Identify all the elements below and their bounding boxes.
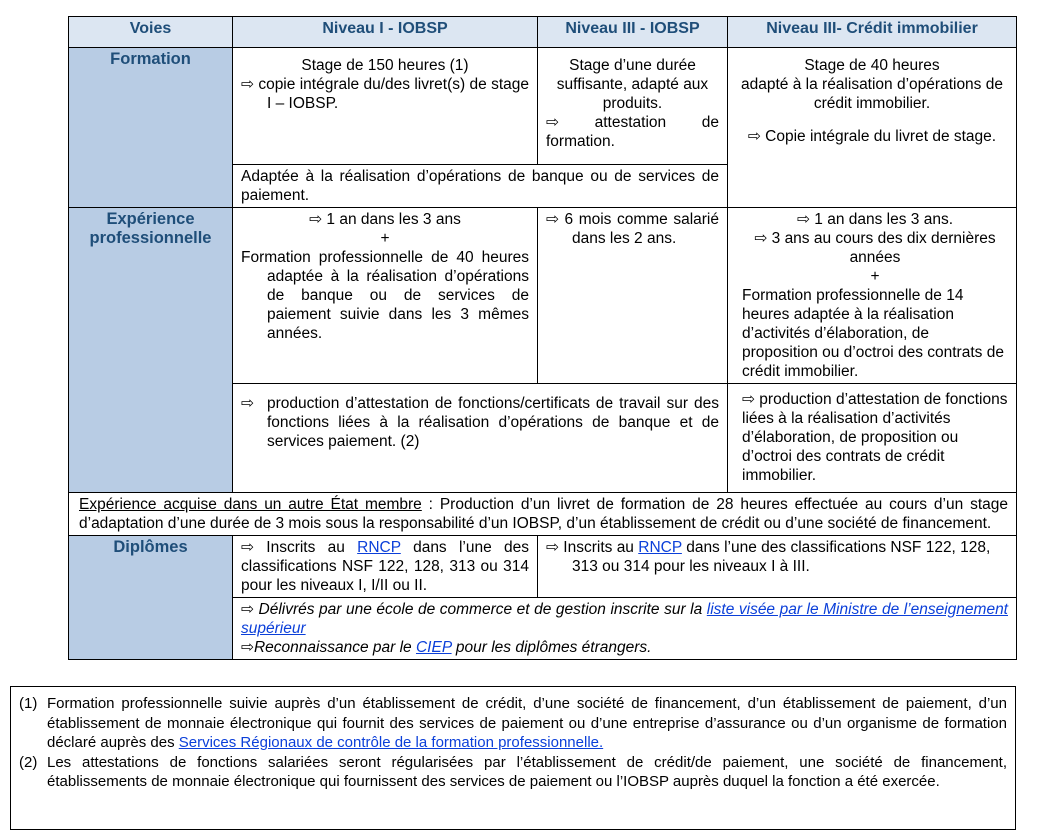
arrow-icon: ⇨	[241, 395, 254, 412]
experience-niveau-1-plus: +	[380, 230, 390, 247]
formation-credit-immobilier-cell	[728, 48, 1017, 208]
rncp-link[interactable]: RNCP	[357, 539, 401, 556]
requirements-table	[68, 16, 1017, 660]
header-niveau-1-iobsp: Niveau I - IOBSP	[233, 17, 538, 48]
formation-row	[69, 48, 1017, 165]
etat-membre-cell	[69, 493, 1017, 536]
experience-row	[69, 208, 1017, 384]
formation-ci-livret: ⇨ Copie intégrale du livret de stage.	[747, 128, 997, 145]
experience-niveau-3-cell	[538, 208, 728, 384]
experience-ci-attestation: ⇨ production d’attestation de fonctions liées à la réalisation d’activités d’élaboration, de proposition ou d’octroi des contrats de crédit immobilier.	[742, 391, 1008, 484]
experience-ci-duree-1: ⇨ 1 an dans les 3 ans.	[796, 211, 954, 228]
experience-ci-attestation-cell	[728, 384, 1017, 493]
diplomes-label: Diplômes	[69, 536, 233, 660]
experience-ci-plus: +	[870, 268, 880, 285]
formation-niveau-3-stage: Stage d’une durée suffisante, adapté aux produits.	[556, 57, 709, 112]
diplomes-niveau-3-cell	[538, 536, 1017, 598]
experience-attestation-text: production d’attestation de fonctions/certificats de travail sur des fonctions liées à la réalisation d’opérations de banque et de services paiement. (2)	[267, 395, 719, 450]
header-niveau-3-credit-immobilier: Niveau III- Crédit immobilier	[728, 17, 1017, 48]
etat-membre-row	[69, 493, 1017, 536]
experience-credit-immobilier-cell	[728, 208, 1017, 384]
experience-attestation-cell	[233, 384, 728, 493]
formation-niveau-3-cell	[538, 48, 728, 165]
experience-niveau-3-duree: ⇨ 6 mois comme salarié dans les 2 ans.	[546, 211, 719, 247]
footnote-2-text: Les attestations de fonctions salariées seront régularisées par l’établissement de crédit/de paiement, une société de financement, établissements de monnaie électronique qui fournissent des services de paiement ou l’IOBSP auprès duquel la fonction a été exercée.	[47, 753, 1007, 790]
formation-label: Formation	[69, 48, 233, 208]
diplomes-niveau-1-cell	[233, 536, 538, 598]
diplomes-niveau-3-pre: ⇨ Inscrits au	[546, 539, 639, 556]
footnote-2	[19, 753, 1007, 792]
experience-niveau-1-duree: ⇨ 1 an dans les 3 ans	[309, 211, 461, 228]
services-regionaux-link[interactable]: Services Régionaux de contrôle de la formation professionnelle.	[178, 734, 604, 751]
footnote-2-number: (2)	[19, 753, 38, 771]
formation-niveau-1-cell	[233, 48, 538, 165]
diplomes-row	[69, 536, 1017, 598]
diplomes-reconnaissance-text: ⇨Reconnaissance par le	[241, 639, 416, 656]
experience-ci-duree-2: ⇨ 3 ans au cours des dix dernières années	[754, 230, 996, 266]
diplomes-shared-cell	[233, 598, 1017, 660]
diplomes-niveau-1-pre: ⇨ Inscrits au	[241, 539, 358, 556]
footnotes-box	[10, 686, 1016, 830]
liste-ministre-link[interactable]: liste visée par le Ministre de l’enseignement supérieur	[241, 601, 1008, 637]
diplomes-delivres-text: ⇨ Délivrés par une école de commerce et de gestion inscrite sur la	[241, 601, 707, 618]
experience-niveau-1-formation: Formation professionnelle de 40 heures adaptée à la réalisation d’opérations de banque ou de services de paiement suivie dans les 3 mêmes années.	[241, 249, 529, 342]
etat-membre-text: : Production d’un livret de formation de 28 heures effectuée au cours d’un stage d’adaptation d’une durée de 3 mois sous la responsabilité d’un IOBSP, d’un établissement de crédit ou d’une société de financement.	[79, 496, 1008, 532]
footnote-1-number: (1)	[19, 695, 38, 712]
experience-ci-formation: Formation professionnelle de 14 heures adaptée à la réalisation d’activités d’élaboration, de proposition ou d’octroi des contrats de crédit immobilier.	[742, 287, 1004, 380]
rncp-link-2[interactable]: RNCP	[638, 539, 682, 556]
footnote-1	[19, 694, 1007, 753]
header-niveau-3-iobsp: Niveau III - IOBSP	[538, 17, 728, 48]
formation-shared-cell: Adaptée à la réalisation d’opérations de banque ou de services de paiement.	[233, 165, 728, 208]
header-row	[69, 17, 1017, 48]
diplomes-niveau-3-post: dans l’une des classifications NSF 122, 128, 313 ou 314 pour les niveaux I à III.	[572, 539, 991, 575]
formation-ci-stage: Stage de 40 heures	[804, 57, 940, 74]
ciep-link[interactable]: CIEP	[415, 639, 452, 656]
etat-membre-title: Expérience acquise dans un autre État membre	[79, 496, 422, 513]
formation-ci-adapte: adapté à la réalisation d’opérations de crédit immobilier.	[741, 76, 1003, 112]
experience-niveau-1-cell	[233, 208, 538, 384]
formation-niveau-1-stage: Stage de 150 heures (1)	[301, 57, 469, 74]
footnote-1-text: Formation professionnelle suivie auprès d’un établissement de crédit, d’une société de financement, d’un établissement de paiement, d’un établissement de monnaie électronique qui fournit des services de paiement ou d’une entreprise d’assurance ou d’un organisme de formation déclaré auprès des	[47, 695, 1007, 751]
experience-label: Expérience professionnelle	[69, 208, 233, 493]
header-voies: Voies	[69, 17, 233, 48]
diplomes-niveau-1-post: dans l’une des classifications NSF 122, 128, 313 ou 314 pour les niveaux I, I/II ou II.	[241, 539, 529, 594]
formation-niveau-3-attestation: ⇨ attestation de formation.	[546, 114, 719, 150]
diplomes-reconnaissance-post: pour les diplômes étrangers.	[451, 639, 652, 656]
formation-niveau-1-livret: ⇨ copie intégrale du/des livret(s) de stage I – IOBSP.	[241, 76, 529, 112]
